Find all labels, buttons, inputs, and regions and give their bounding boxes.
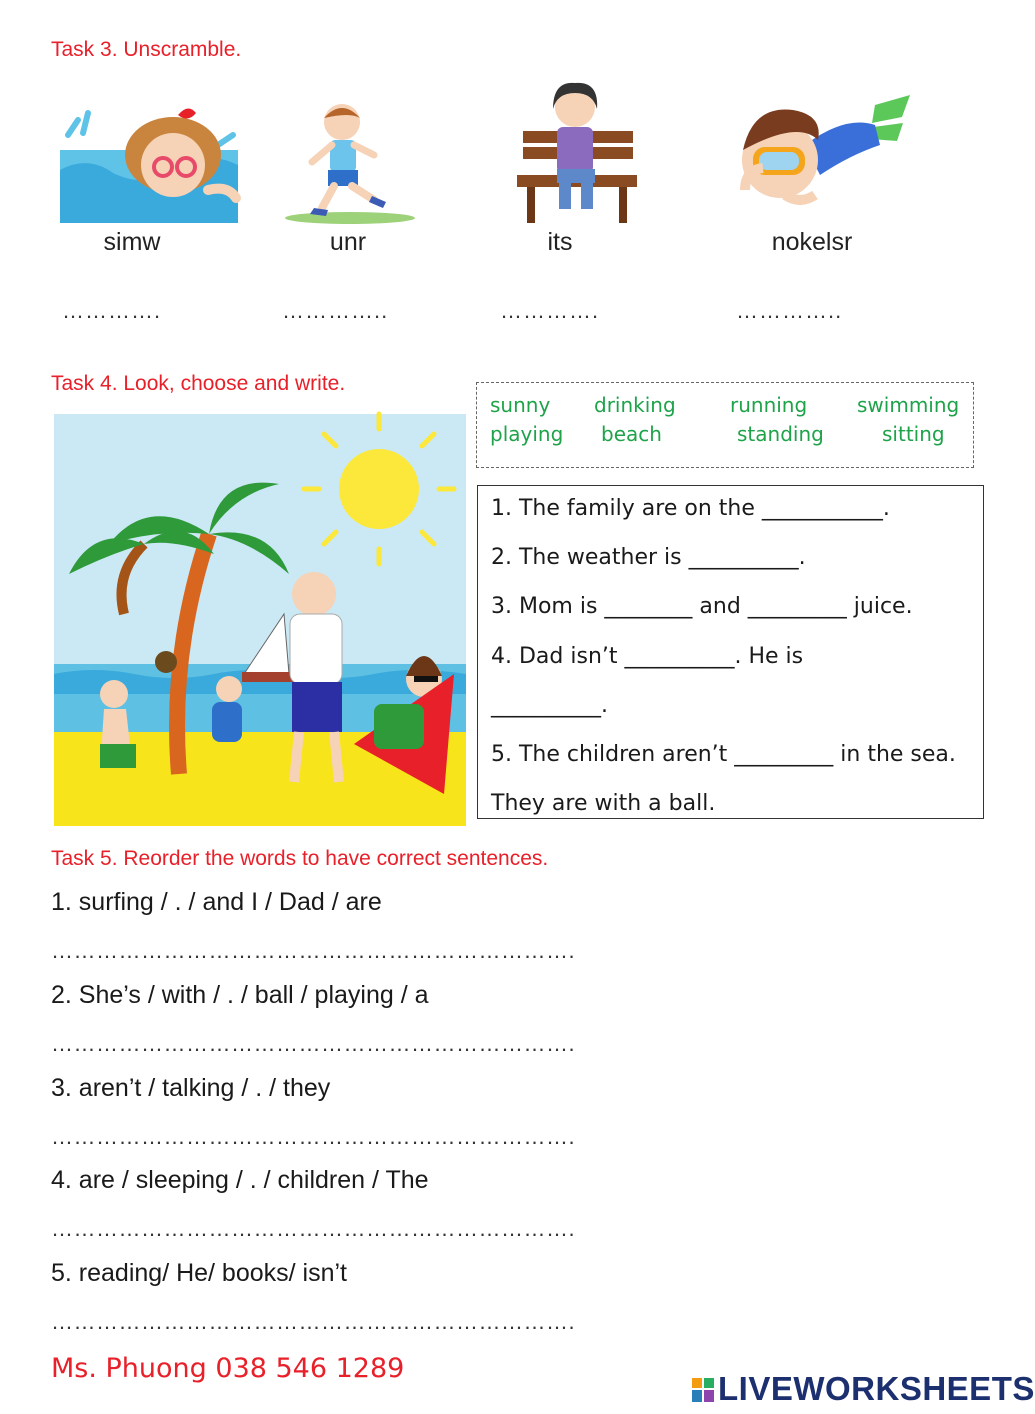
reorder-answer-line-3[interactable]: ……………………………………………………………. (51, 1124, 576, 1149)
reorder-prompt-4: 4. are / sleeping / . / children / The (51, 1166, 429, 1194)
scrambled-word-4: nokelsr (771, 228, 853, 256)
question-4-continued[interactable]: __________. (491, 693, 608, 718)
questions-box (477, 485, 984, 819)
beach-family-illustration (54, 414, 466, 826)
answer-blank-4[interactable]: ………….. (736, 298, 843, 323)
word-bank-item: standing (737, 422, 824, 446)
answer-blank-3[interactable]: …………. (500, 298, 600, 323)
word-bank-item: sitting (882, 422, 945, 446)
reorder-prompt-3: 3. aren’t / talking / . / they (51, 1074, 331, 1102)
sitting-girl-icon (513, 83, 638, 225)
word-bank-item: swimming (857, 393, 960, 417)
word-bank-item: playing (490, 422, 564, 446)
task5-title: Task 5. Reorder the words to have correct sentences. (51, 847, 549, 870)
swimming-girl-icon (58, 95, 240, 225)
word-bank-item: drinking (594, 393, 676, 417)
word-bank-item: beach (601, 422, 662, 446)
liveworksheets-logo-icon (692, 1378, 716, 1404)
task3-title: Task 3. Unscramble. (51, 38, 242, 61)
reorder-answer-line-4[interactable]: ……………………………………………………………. (51, 1216, 576, 1241)
reorder-prompt-5: 5. reading/ He/ books/ isn’t (51, 1259, 347, 1287)
reorder-answer-line-5[interactable]: ……………………………………………………………. (51, 1309, 576, 1334)
liveworksheets-logo-text: LIVEWORKSHEETS (718, 1370, 1035, 1407)
question-3[interactable]: 3. Mom is ________ and _________ juice. (491, 594, 913, 619)
question-4[interactable]: 4. Dad isn’t __________. He is (491, 644, 804, 669)
answer-blank-1[interactable]: …………. (62, 298, 162, 323)
scrambled-word-2: unr (329, 228, 367, 256)
reorder-answer-line-1[interactable]: ……………………………………………………………. (51, 938, 576, 963)
question-1[interactable]: 1. The family are on the ___________. (491, 496, 890, 521)
question-5-continued[interactable]: They are with a ball. (491, 791, 716, 816)
word-bank-item: running (730, 393, 808, 417)
reorder-answer-line-2[interactable]: ……………………………………………………………. (51, 1031, 576, 1056)
author-credit: Ms. Phuong 038 546 1289 (51, 1353, 405, 1384)
question-5[interactable]: 5. The children aren’t _________ in the sea. (491, 742, 956, 767)
scrambled-word-1: simw (103, 228, 161, 256)
word-bank (476, 382, 974, 468)
liveworksheets-logo (692, 1370, 1035, 1408)
word-bank-item: sunny (490, 393, 551, 417)
reorder-prompt-2: 2. She’s / with / . / ball / playing / a (51, 981, 429, 1009)
answer-blank-2[interactable]: ………….. (282, 298, 389, 323)
reorder-prompt-1: 1. surfing / . / and I / Dad / are (51, 888, 382, 916)
scrambled-word-3: its (547, 228, 573, 256)
snorkeling-boy-icon (725, 85, 920, 225)
running-boy-icon (282, 100, 417, 225)
question-2[interactable]: 2. The weather is __________. (491, 545, 806, 570)
task4-title: Task 4. Look, choose and write. (51, 372, 346, 395)
